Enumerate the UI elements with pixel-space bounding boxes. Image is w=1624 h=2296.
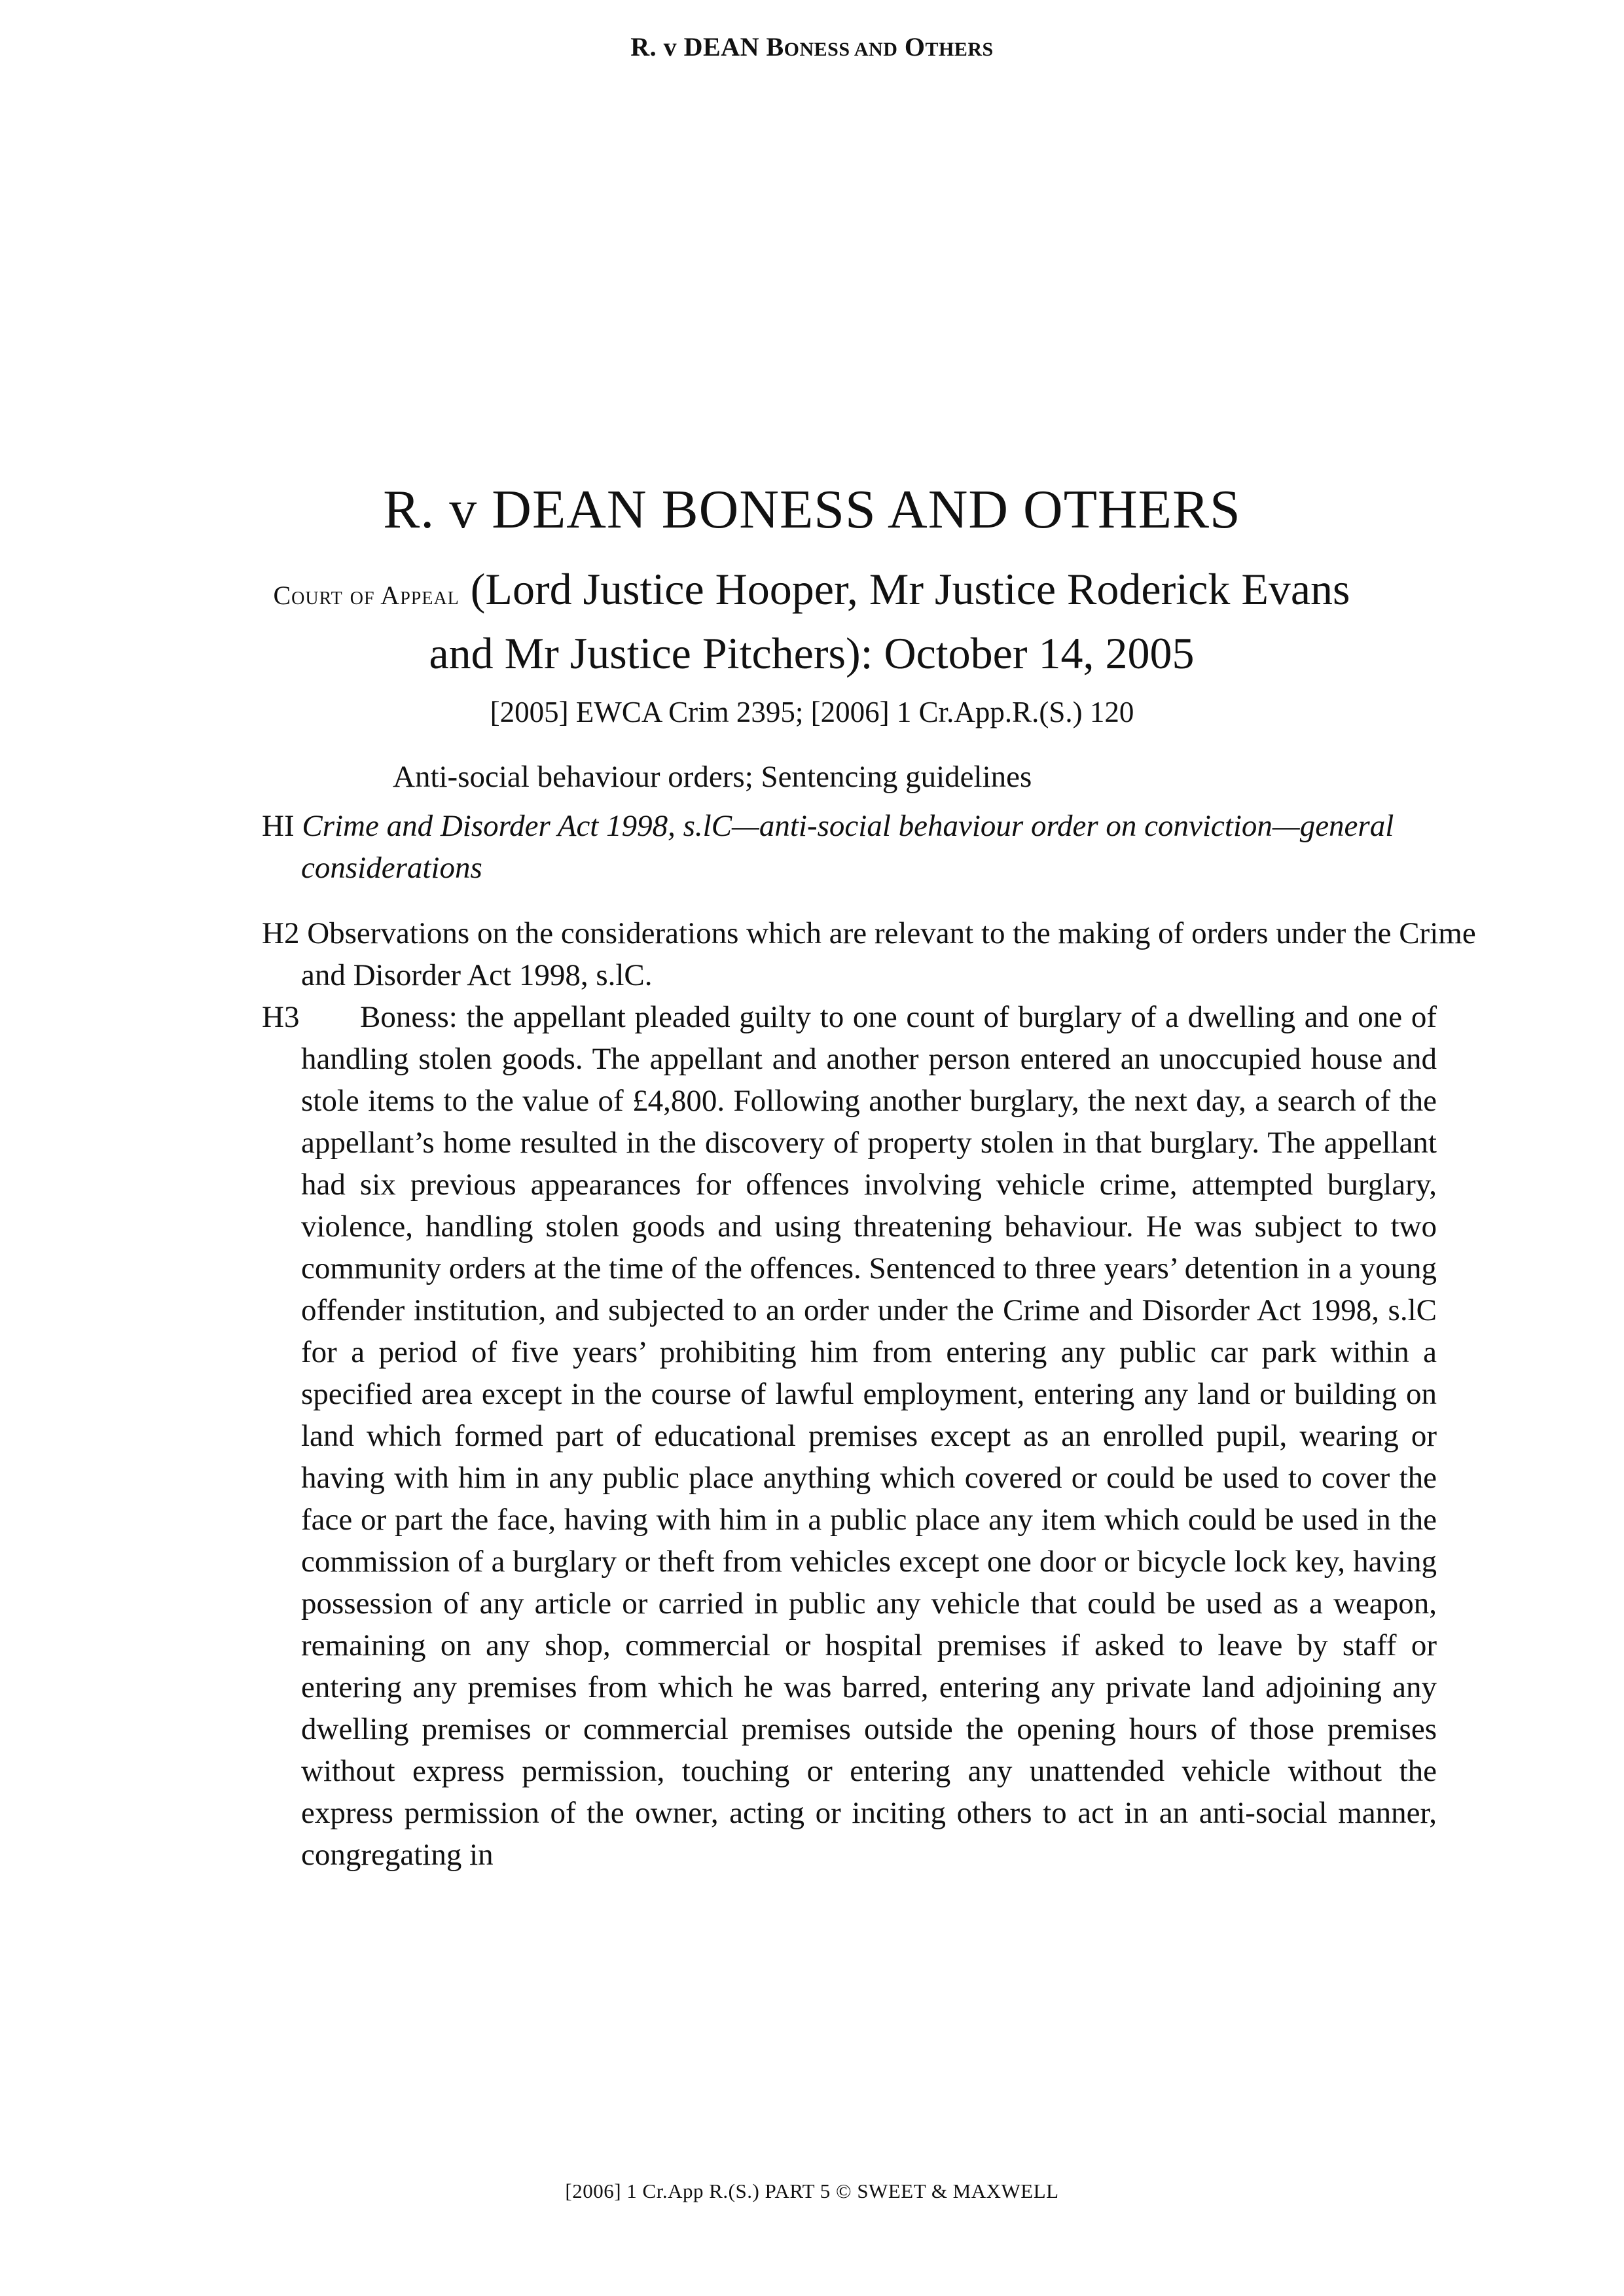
headnote-marker-h2: H2 <box>262 916 300 950</box>
court-line <box>236 560 1388 682</box>
running-head <box>0 31 1624 62</box>
headnote-h2-text: Observations on the considerations which are relevant to the making of orders under the Crime and Disorder Act 1998, s.lC. <box>301 916 1476 992</box>
running-head-smallcaps-2: THERS <box>925 39 994 60</box>
keywords: Anti-social behaviour orders; Sentencing guidelines <box>393 760 1032 794</box>
court-judges-date: (Lord Justice Hooper, Mr Justice Roderick Evans and Mr Justice Pitchers): October 14, 2005 <box>429 564 1350 678</box>
page-footer: [2006] 1 Cr.App R.(S.) PART 5 © SWEET & MAXWELL <box>565 2179 1059 2202</box>
headnote-h3 <box>301 996 1437 1876</box>
running-head-main: R. v DEAN B <box>630 32 784 62</box>
case-title: R. v DEAN BONESS AND OTHERS <box>383 479 1241 540</box>
headnote-marker-h3: H3 <box>262 1000 300 1034</box>
headnote-h1 <box>262 805 1492 889</box>
headnote-marker-h1: HI <box>262 809 295 843</box>
running-head-mid: O <box>897 32 926 62</box>
headnote-h3-text: Boness: the appellant pleaded guilty to one count of burglary of a dwelling and one of handling stolen goods. The appellant and another person entered an unoccupied house and stole items to the value of £4,800. Following another burglary, the next day, a search of the appellant’s home resulted in the discovery of property stolen in that burglary. The appellant had six previous appearances for offences involving vehicle crime, attempted burglary, violence, handling stolen goods and using threatening behaviour. He was subject to two community orders at the time of the offences. Sentenced to three years’ detention in a young offender institution, and subjected to an order under the Crime and Disorder Act 1998, s.lC for a period of five years’ prohibiting him from entering any public car park within a specified area except in the course of lawful employment, entering any land or building on land which formed part of educational premises except as an enrolled pupil, wearing or having with him in any public place anything which covered or could be used to cover the face or part the face, having with him in a public place any item which could be used in the commission of a burglary or theft from vehicles except one door or bicycle lock key, having possession of any article or carried in public any vehicle that could be used as a weapon, remaining on any shop, commercial or hospital premises if asked to leave by staff or entering any premises from which he was barred, entering any private land adjoining any dwelling premises or commercial premises outside the opening hours of those premises without express permission, touching or entering any unattended vehicle without the express permission of the owner, acting or inciting others to act in an anti-social manner, congregating in <box>301 1000 1437 1872</box>
neutral-citation: [2005] EWCA Crim 2395; [2006] 1 Cr.App.R.(S.) 120 <box>490 696 1134 728</box>
running-head-smallcaps-1: ONESS AND <box>784 39 898 60</box>
court-label: Court of Appeal <box>273 581 460 610</box>
headnote-h1-text: Crime and Disorder Act 1998, s.lC—anti-social behaviour order on conviction—general considerations <box>301 809 1394 885</box>
headnote-h2 <box>262 912 1492 996</box>
